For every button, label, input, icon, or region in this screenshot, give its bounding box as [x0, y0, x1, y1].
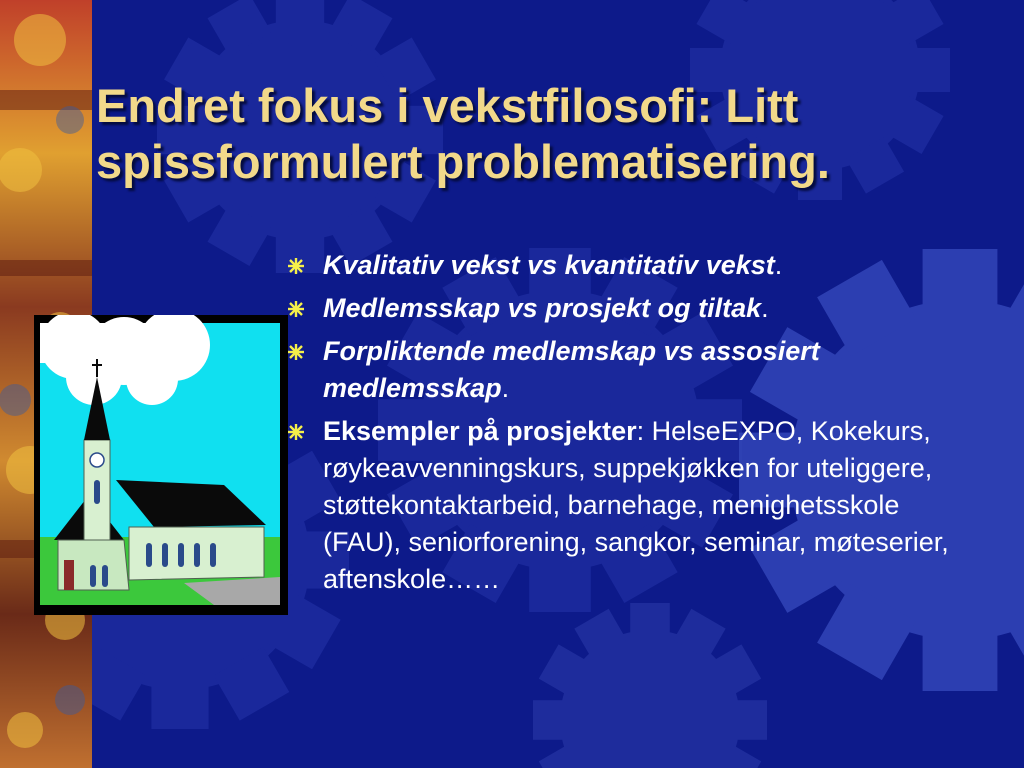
bullet-list [288, 247, 978, 604]
bullet-item-2 [288, 290, 978, 327]
church-clipart [34, 315, 288, 615]
bullet-2-emph: Medlemsskap vs prosjekt og tiltak [323, 293, 762, 323]
asterisk-bullet-icon [288, 258, 304, 274]
asterisk-bullet-icon [288, 344, 304, 360]
asterisk-bullet-icon [288, 301, 304, 317]
bullet-4-rest: : HelseEXPO, Kokekurs, røykeavvenningskurs, suppekjøkken for uteliggere, støttekontaktarbeid, barnehage, menighetsskole (FAU), seniorforening, sangkor, seminar, møteserier, aftenskole…… [323, 416, 949, 594]
title-line-1: Endret fokus i vekstfilosofi: Litt [96, 79, 799, 132]
bullet-1-rest: . [774, 250, 783, 280]
bullet-3-rest: . [501, 373, 510, 403]
bullet-item-1 [288, 247, 978, 284]
bullet-4-emph: Eksempler på prosjekter [323, 416, 637, 446]
bullet-1-emph: Kvalitativ vekst vs kvantitativ vekst [323, 250, 775, 280]
asterisk-bullet-icon [288, 424, 304, 440]
slide-title [96, 78, 1006, 190]
bullet-item-4 [288, 413, 978, 598]
bullet-2-rest: . [761, 293, 769, 323]
title-line-2: spissformulert problematisering. [96, 135, 830, 188]
bullet-3-emph: Forpliktende medlemskap vs assosiert medlemsskap [323, 336, 820, 403]
bullet-item-3 [288, 333, 978, 407]
